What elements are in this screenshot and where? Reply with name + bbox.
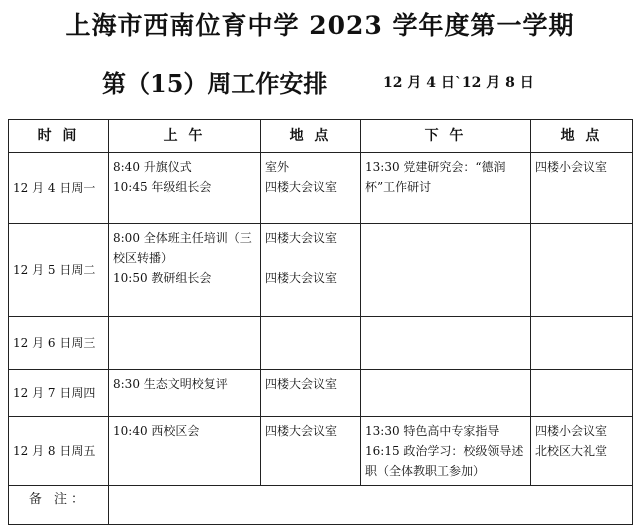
notes-label: 备 注： [9,486,109,525]
notes-cell [109,486,633,525]
morning-cell: 10:40 西校区会 [109,417,261,486]
afternoon-place-cell [531,370,633,417]
day-cell: 12 月 6 日周三 [9,317,109,370]
afternoon-place-cell: 四楼小会议室 北校区大礼堂 [531,417,633,486]
morning-place-cell: 四楼大会议室 [261,370,361,417]
table-header-row [9,120,633,153]
morning-cell: 8:00 全体班主任培训（三校区转播） 10:50 教研组长会 [109,224,261,317]
table-row [9,153,633,224]
afternoon-cell [361,317,531,370]
morning-cell [109,317,261,370]
table-row [9,417,633,486]
day-cell: 12 月 4 日周一 [9,153,109,224]
morning-place-cell [261,317,361,370]
table-row [9,224,633,317]
table-row [9,317,633,370]
week-title: 第（15）周工作安排 [102,69,328,98]
day-cell: 12 月 5 日周二 [9,224,109,317]
notes-row [9,486,633,525]
afternoon-cell: 13:30 特色高中专家指导 16:15 政治学习：校级领导述职（全体教职工参加） [361,417,531,486]
morning-place-cell: 四楼大会议室 四楼大会议室 [261,224,361,317]
document-title: 上海市西南位育中学 2023 学年度第一学期 [65,11,575,40]
morning-cell: 8:30 生态文明校复评 [109,370,261,417]
morning-cell: 8:40 升旗仪式 10:45 年级组长会 [109,153,261,224]
col-header-morning: 上 午 [109,120,261,153]
col-header-afternoon: 下 午 [361,120,531,153]
day-cell: 12 月 8 日周五 [9,417,109,486]
col-header-time: 时 间 [9,120,109,153]
table-row [9,370,633,417]
afternoon-cell: 13:30 党建研究会：“德润杯”工作研讨 [361,153,531,224]
col-header-afternoon-place: 地 点 [531,120,633,153]
day-cell: 12 月 7 日周四 [9,370,109,417]
col-header-morning-place: 地 点 [261,120,361,153]
afternoon-place-cell [531,317,633,370]
morning-place-cell: 四楼大会议室 [261,417,361,486]
date-range: 12 月 4 日`12 月 8 日 [383,75,534,91]
afternoon-cell [361,370,531,417]
morning-place-cell: 室外 四楼大会议室 [261,153,361,224]
afternoon-cell [361,224,531,317]
afternoon-place-cell [531,224,633,317]
schedule-table [8,119,633,525]
afternoon-place-cell: 四楼小会议室 [531,153,633,224]
